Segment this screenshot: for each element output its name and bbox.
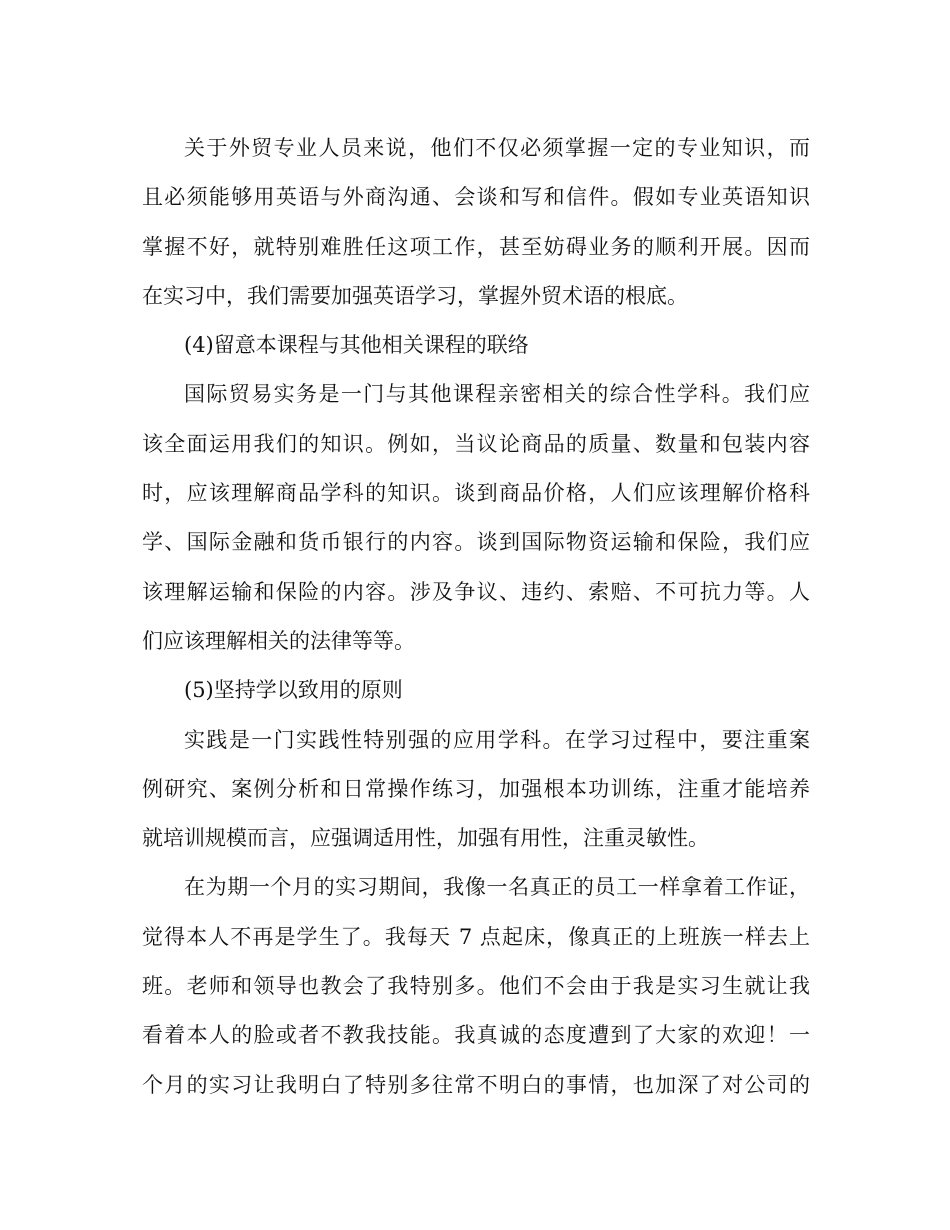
text-line: 国际贸易实务是一门与其他课程亲密相关的综合性学科。我们应 (184, 382, 810, 407)
text-line: 该全面运用我们的知识。例如，当议论商品的质量、数量和包装内容 (142, 431, 810, 456)
text-line: 关于外贸专业人员来说，他们不仅必须掌握一定的专业知识，而 (184, 136, 810, 160)
text-line: 看着本人的脸或者不教我技能。我真诚的态度遭到了大家的欢迎！一 (142, 1023, 810, 1048)
text-line: 学、国际金融和货币银行的内容。谈到国际物资运输和保险，我们应 (142, 530, 810, 555)
text-line: 且必须能够用英语与外商沟通、会谈和写和信件。假如专业英语知识 (142, 185, 810, 210)
text-line: 时，应该理解商品学科的知识。谈到商品价格，人们应该理解价格科 (142, 481, 810, 506)
text-line: 在实习中，我们需要加强英语学习，掌握外贸术语的根底。 (142, 283, 688, 308)
text-line: 该理解运输和保险的内容。涉及争议、违约、索赔、不可抗力等。人 (142, 579, 810, 604)
text-line: 们应该理解相关的法律等等。 (142, 628, 415, 653)
section-heading: (4)留意本课程与其他相关课程的联络 (184, 333, 529, 358)
section-heading: (5)坚持学以致用的原则 (184, 678, 403, 703)
text-line: 例研究、案例分析和日常操作练习，加强根本功训练，注重才能培养 (142, 776, 810, 801)
text-line: 觉得本人不再是学生了。我每天 7 点起床，像真正的上班族一样去上 (142, 924, 810, 949)
text-line: 掌握不好，就特别难胜任这项工作，甚至妨碍业务的顺利开展。因而 (142, 234, 810, 259)
text-line: 班。老师和领导也教会了我特别多。他们不会由于我是实习生就让我 (142, 974, 810, 999)
text-line: 实践是一门实践性特别强的应用学科。在学习过程中，要注重案 (184, 727, 810, 752)
text-line: 就培训规模而言，应强调适用性，加强有用性，注重灵敏性。 (142, 826, 709, 851)
document-body (142, 124, 810, 1110)
text-line: 个月的实习让我明白了特别多往常不明白的事情，也加深了对公司的 (142, 1072, 810, 1097)
text-line: 在为期一个月的实习期间，我像一名真正的员工一样拿着工作证， (184, 875, 810, 900)
